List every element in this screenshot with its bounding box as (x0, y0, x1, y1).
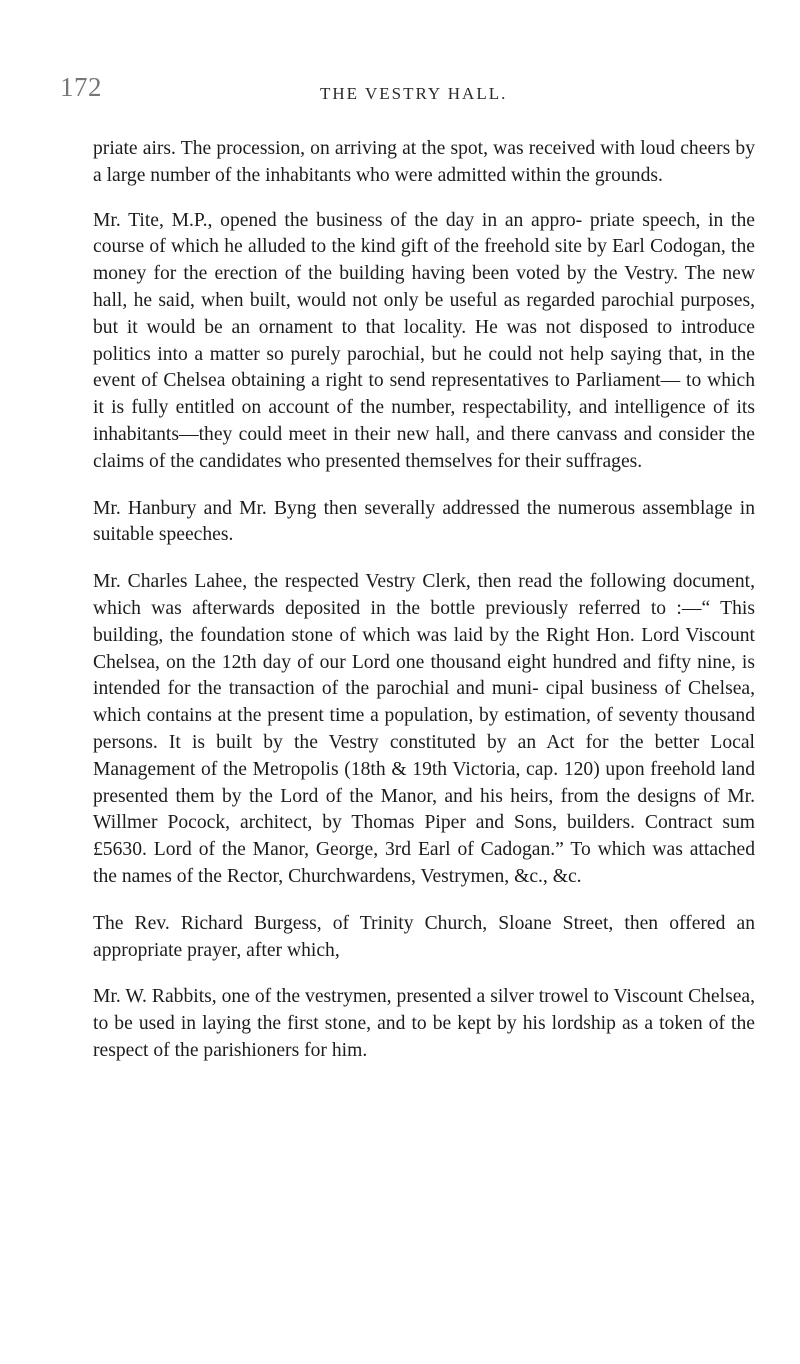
paragraph: Mr. Hanbury and Mr. Byng then severally addressed the numerous assemblage in suitable speeches. (93, 497, 755, 546)
paragraph: Mr. W. Rabbits, one of the vestrymen, presented a silver trowel to Viscount Chelsea, to be used in laying the first stone, and to be kept by his lordship as a token of the respect of the parishioners for him. (93, 986, 755, 1061)
running-head: THE VESTRY HALL. (320, 84, 508, 103)
paragraph: Mr. Tite, M.P., opened the business of the day in an appro- priate speech, in the course of which he alluded to the kind gift of the freehold site by Earl Codogan, the money for the erection of the building having been voted by the Vestry. The new hall, he said, when built, would not only be useful as regarded parochial purposes, but it would be an ornament to that locality. He was not disposed to introduce politics into a matter so purely parochial, but he could not help saying that, in the event of Chelsea obtaining a right to send representatives to Parliament— to which it is fully entitled on account of the number, respectability, and intelligence of its inhabitants—they could meet in their new hall, and there canvass and consider the claims of the candidates who presented themselves for their suffrages. (93, 209, 755, 472)
paragraph: priate airs. The procession, on arriving at the spot, was received with loud cheers by a large number of the inhabitants who were admitted within the grounds. (93, 138, 755, 186)
body-text (93, 136, 755, 1085)
page-number: 172 (60, 72, 102, 102)
paragraph: The Rev. Richard Burgess, of Trinity Church, Sloane Street, then offered an appropriate prayer, after which, (93, 912, 755, 961)
paragraph: Mr. Charles Lahee, the respected Vestry Clerk, then read the following document, which was afterwards deposited in the bottle previously referred to :—“ This building, the foundation stone of which was laid by the Right Hon. Lord Viscount Chelsea, on the 12th day of our Lord one thousand eight hundred and fifty nine, is intended for the transaction of the parochial and muni- cipal business of Chelsea, which contains at the present time a population, by estimation, of seventy thousand persons. It is built by the Vestry constituted by an Act for the better Local Management of the Metropolis (18th & 19th Victoria, cap. 120) upon freehold land presented them by the Lord of the Manor, and his heirs, from the designs of Mr. Willmer Pocock, architect, by Thomas Piper and Sons, builders. Contract sum £5630. Lord of the Manor, George, 3rd Earl of Cadogan.” To which was attached the names of the Rector, Churchwardens, Vestrymen, &c., &c. (93, 571, 755, 887)
